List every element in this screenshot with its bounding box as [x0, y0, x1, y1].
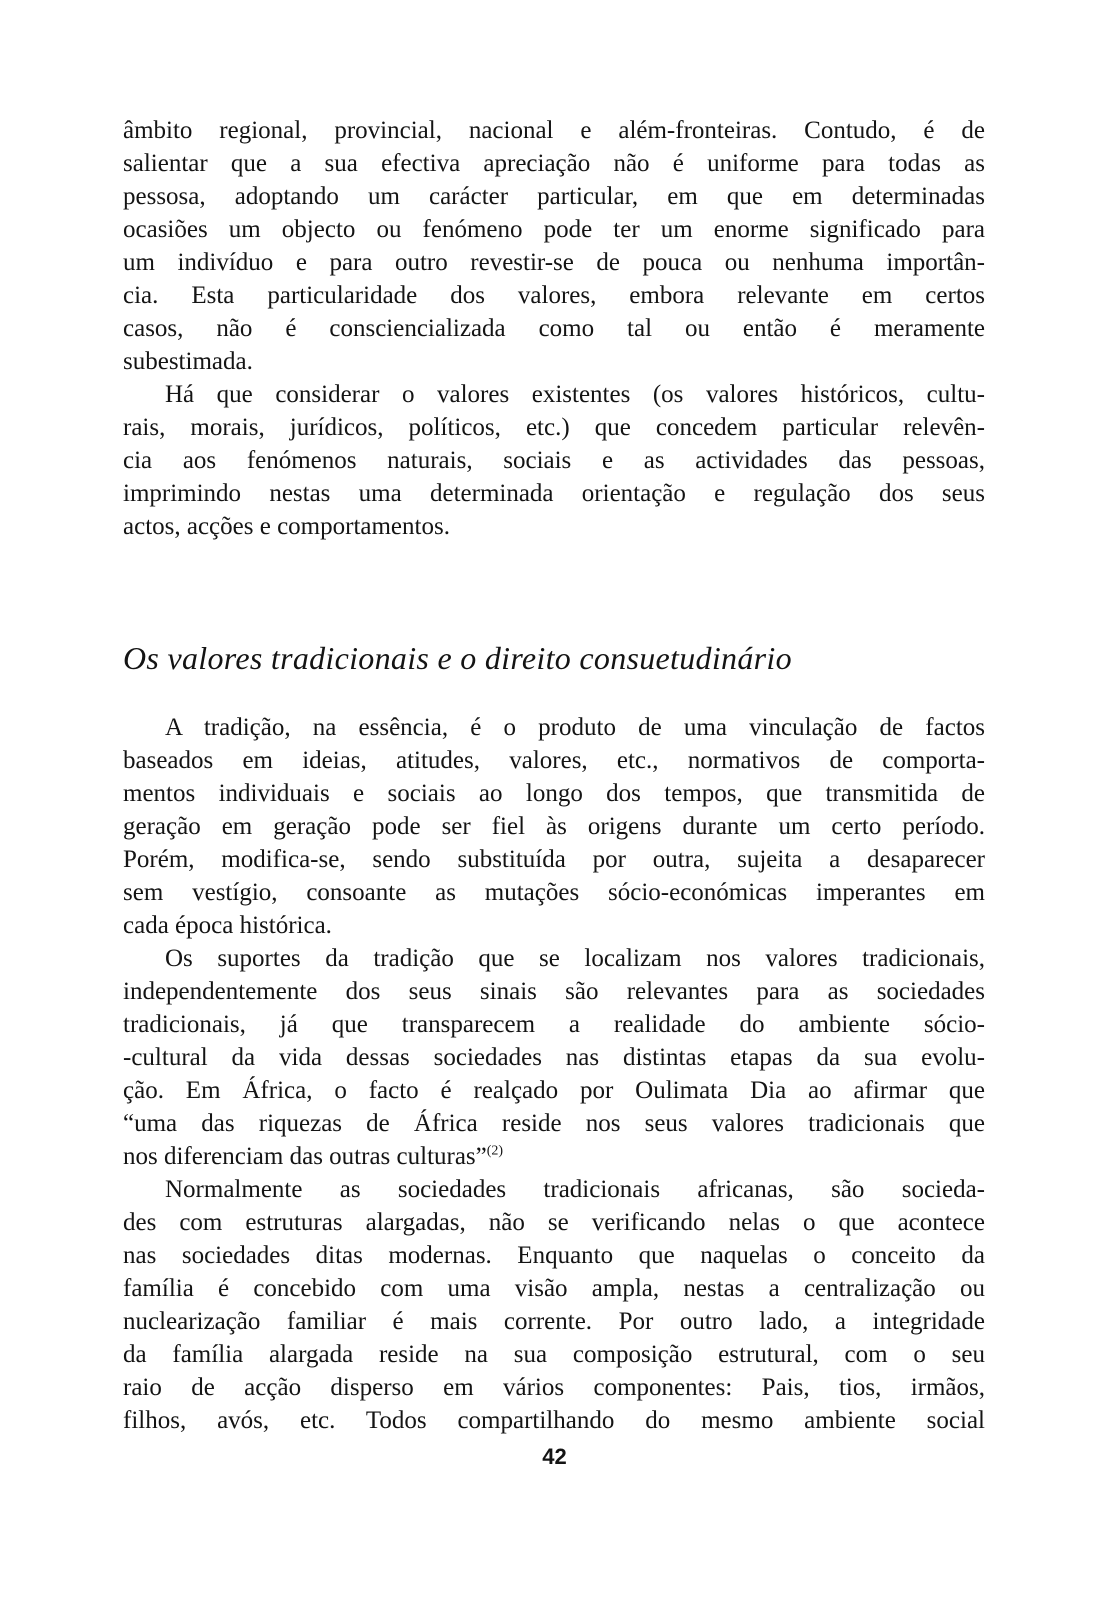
- page-number: 42: [542, 1444, 567, 1469]
- text-line: independentemente dos seus sinais são relevantes para as sociedades: [123, 978, 985, 1005]
- text-line: mentos individuais e sociais ao longo dos tempos, que transmitida de: [123, 780, 985, 807]
- text-line: casos, não é consciencializada como tal ou então é meramente: [123, 315, 985, 342]
- text-line: cada época histórica.: [123, 912, 332, 939]
- text-line: Normalmente as sociedades tradicionais africanas, são socieda-: [165, 1176, 985, 1203]
- footnote-marker: (2): [486, 1143, 504, 1159]
- text-line: subestimada.: [123, 348, 253, 375]
- text-line: A tradição, na essência, é o produto de uma vinculação de factos: [165, 714, 985, 741]
- text-line: rais, morais, jurídicos, políticos, etc.) que concedem particular relevên-: [123, 414, 985, 441]
- text-line: cia. Esta particularidade dos valores, embora relevante em certos: [123, 282, 985, 309]
- text-line: Há que considerar o valores existentes (os valores históricos, cultu-: [165, 381, 985, 408]
- section-heading: Os valores tradicionais e o direito consuetudinário: [123, 640, 792, 676]
- text-line-content: nos diferenciam das outras culturas”: [123, 1143, 487, 1170]
- text-line: Os suportes da tradição que se localizam nos valores tradicionais,: [165, 945, 985, 972]
- text-line: sem vestígio, consoante as mutações sócio-económicas imperantes em: [123, 879, 985, 906]
- text-line: geração em geração pode ser fiel às origens durante um certo período.: [123, 813, 985, 840]
- text-line: tradicionais, já que transparecem a realidade do ambiente sócio-: [123, 1011, 985, 1038]
- text-line-with-footnote: [123, 1140, 985, 1173]
- text-block-bottom: [123, 711, 985, 1437]
- text-line: ção. Em África, o facto é realçado por Oulimata Dia ao afirmar que: [123, 1077, 985, 1104]
- text-line: imprimindo nestas uma determinada orientação e regulação dos seus: [123, 480, 985, 507]
- text-line: -cultural da vida dessas sociedades nas distintas etapas da sua evolu-: [123, 1044, 985, 1071]
- text-line: raio de acção disperso em vários componentes: Pais, tios, irmãos,: [123, 1374, 985, 1401]
- text-line: salientar que a sua efectiva apreciação não é uniforme para todas as: [123, 150, 985, 177]
- text-line: filhos, avós, etc. Todos compartilhando do mesmo ambiente social: [123, 1407, 985, 1434]
- text-line: nuclearização familiar é mais corrente. Por outro lado, a integridade: [123, 1308, 985, 1335]
- text-line: ocasiões um objecto ou fenómeno pode ter um enorme significado para: [123, 216, 985, 243]
- text-line: da família alargada reside na sua composição estrutural, com o seu: [123, 1341, 985, 1368]
- text-line: âmbito regional, provincial, nacional e além-fronteiras. Contudo, é de: [123, 117, 985, 144]
- text-line: actos, acções e comportamentos.: [123, 513, 450, 540]
- text-line: um indivíduo e para outro revestir-se de pouca ou nenhuma importân-: [123, 249, 985, 276]
- text-line: família é concebido com uma visão ampla, nestas a centralização ou: [123, 1275, 985, 1302]
- text-line: baseados em ideias, atitudes, valores, etc., normativos de comporta-: [123, 747, 985, 774]
- text-line: des com estruturas alargadas, não se verificando nelas o que acontece: [123, 1209, 985, 1236]
- text-line: “uma das riquezas de África reside nos seus valores tradicionais que: [123, 1110, 985, 1137]
- text-line: Porém, modifica-se, sendo substituída por outra, sujeita a desaparecer: [123, 846, 985, 873]
- text-line: pessosa, adoptando um carácter particular, em que em determinadas: [123, 183, 985, 210]
- text-block-top: [123, 114, 985, 543]
- text-line: nas sociedades ditas modernas. Enquanto que naquelas o conceito da: [123, 1242, 985, 1269]
- text-line: cia aos fenómenos naturais, sociais e as actividades das pessoas,: [123, 447, 985, 474]
